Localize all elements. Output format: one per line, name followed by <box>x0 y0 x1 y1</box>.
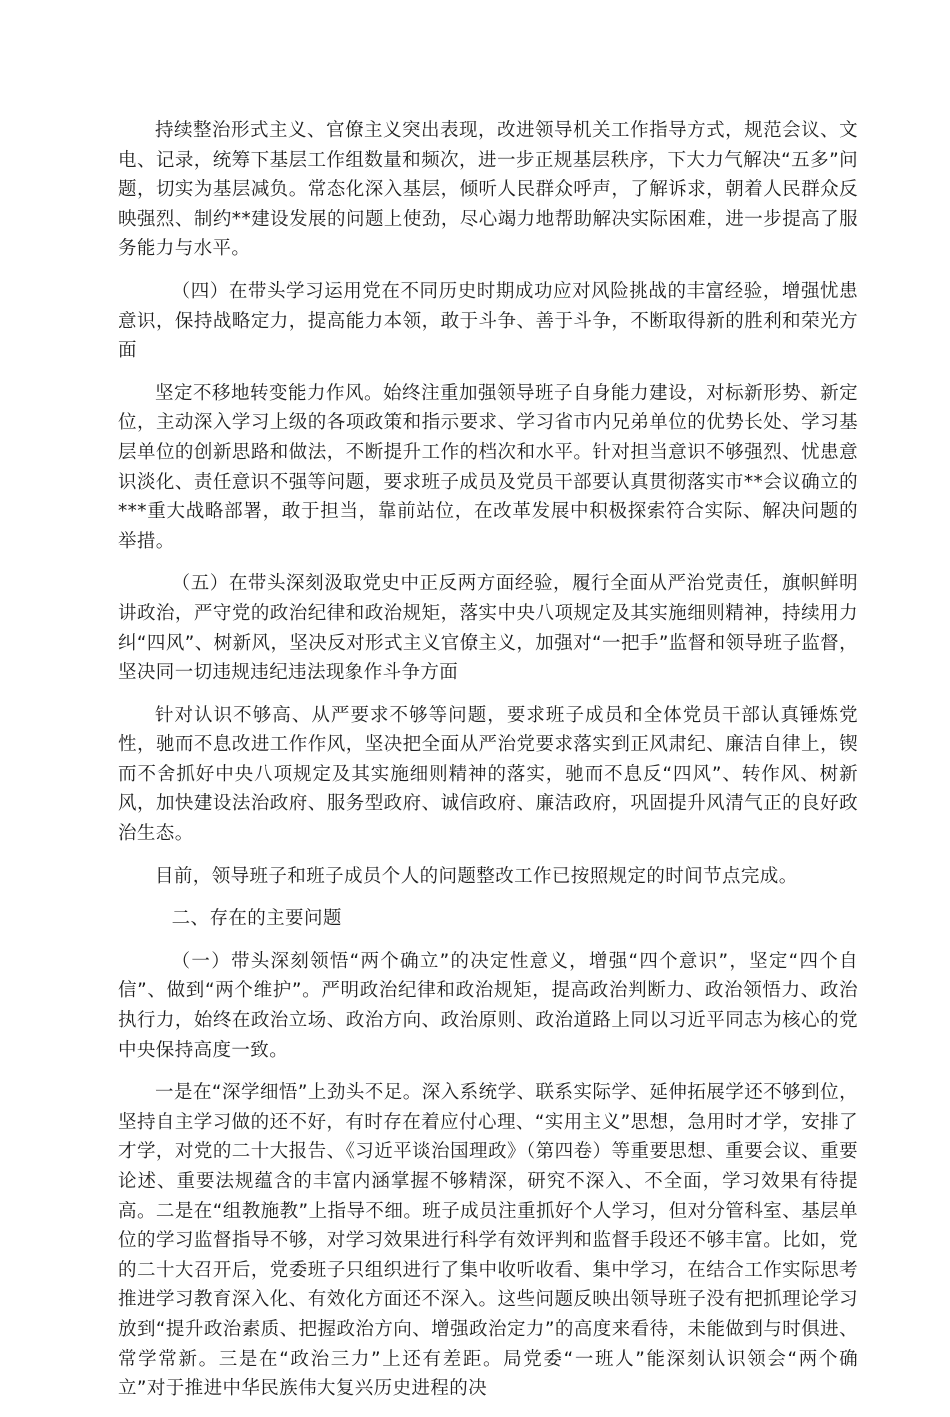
section-heading-main-problems: 二、存在的主要问题 <box>171 908 342 930</box>
paragraph-problem-details: 一是在“深学细悟”上劲头不足。深入系统学、联系实际学、延伸拓展学还不够到位，坚持自主学习做的还不好，有时存在着应付心理、“实用主义”思想，急用时才学，安排了才学，对党的二十大报告、《习近平谈治国理政》（第四卷）等重要思想、重要会议、重要论述、重要法规蕴含的丰富内涵掌握不够精深，研究不深入、不全面，学习效果有待提高。二是在“组教施教”上指导不细。班子成员注重抓好个人学习，但对分管科室、基层单位的学习监督指导不够，对学习效果进行科学有效评判和监督手段还不够丰富。比如，党的二十大召开后，党委班子只组织进行了集中收听收看、集中学习，在结合工作实际思考推进学习教育深入化、有效化方面还不深入。这些问题反映出领导班子没有把抓理论学习放到“提升政治素质、把握政治方向、增强政治定力”的高度来看待，未能做到与时俱进、常学常新。三是在“政治三力”上还有差距。局党委“一班人”能深刻认识领会“两个确立”对于推进中华民族伟大复兴历史进程的决 <box>118 1082 858 1400</box>
document-body <box>118 116 858 1417</box>
paragraph-rectification-status: 目前，领导班子和班子成员个人的问题整改工作已按照规定的时间节点完成。 <box>155 865 798 887</box>
paragraph-ability-style: 坚定不移地转变能力作风。始终注重加强领导班子自身能力建设，对标新形势、新定位，主动深入学习上级的各项政策和指示要求、学习省市内兄弟单位的优势长处、学习基层单位的创新思路和做法，不断提升工作的档次和水平。针对担当意识不够强烈、忧患意识淡化、责任意识不强等问题，要求班子成员及党员干部要认真贯彻落实市**会议确立的***重大战略部署，敢于担当，靠前站位，在改革发展中积极探索符合实际、解决问题的举措。 <box>118 382 858 552</box>
heading-item-1: （一）带头深刻领悟“两个确立”的决定性意义，增强“四个意识”，坚定“四个自信”、做到“两个维护”。严明政治纪律和政治规矩，提高政治判断力、政治领悟力、政治执行力，始终在政治立场、政治方向、政治原则、政治道路上同以习近平同志为核心的党中央保持高度一致。 <box>118 950 858 1061</box>
heading-item-5: （五）在带头深刻汲取党史中正反两方面经验，履行全面从严治党责任，旗帜鲜明讲政治，严守党的政治纪律和政治规矩，落实中央八项规定及其实施细则精神，持续用力纠“四风”、树新风，坚决反对形式主义官僚主义，加强对“一把手”监督和领导班子监督，坚决同一切违规违纪违法现象作斗争方面 <box>118 573 858 684</box>
paragraph-party-discipline: 针对认识不够高、从严要求不够等问题，要求班子成员和全体党员干部认真锤炼党性，驰而不息改进工作作风，坚决把全面从严治党要求落实到正风肃纪、廉洁自律上，锲而不舍抓好中央八项规定及其实施细则精神的落实，驰而不息反“四风”、转作风、树新风，加快建设法治政府、服务型政府、诚信政府、廉洁政府，巩固提升风清气正的良好政治生态。 <box>118 704 858 845</box>
paragraph-reduce-burden: 持续整治形式主义、官僚主义突出表现，改进领导机关工作指导方式，规范会议、文电、记录，统筹下基层工作组数量和频次，进一步正规基层秩序，下大力气解决“五多”问题，切实为基层减负。常态化深入基层，倾听人民群众呼声，了解诉求，朝着人民群众反映强烈、制约**建设发展的问题上使劲，尽心竭力地帮助解决实际困难，进一步提高了服务能力与水平。 <box>118 120 858 260</box>
heading-item-4: （四）在带头学习运用党在不同历史时期成功应对风险挑战的丰富经验，增强忧患意识，保持战略定力，提高能力本领，敢于斗争、善于斗争，不断取得新的胜利和荣光方面 <box>118 280 858 362</box>
